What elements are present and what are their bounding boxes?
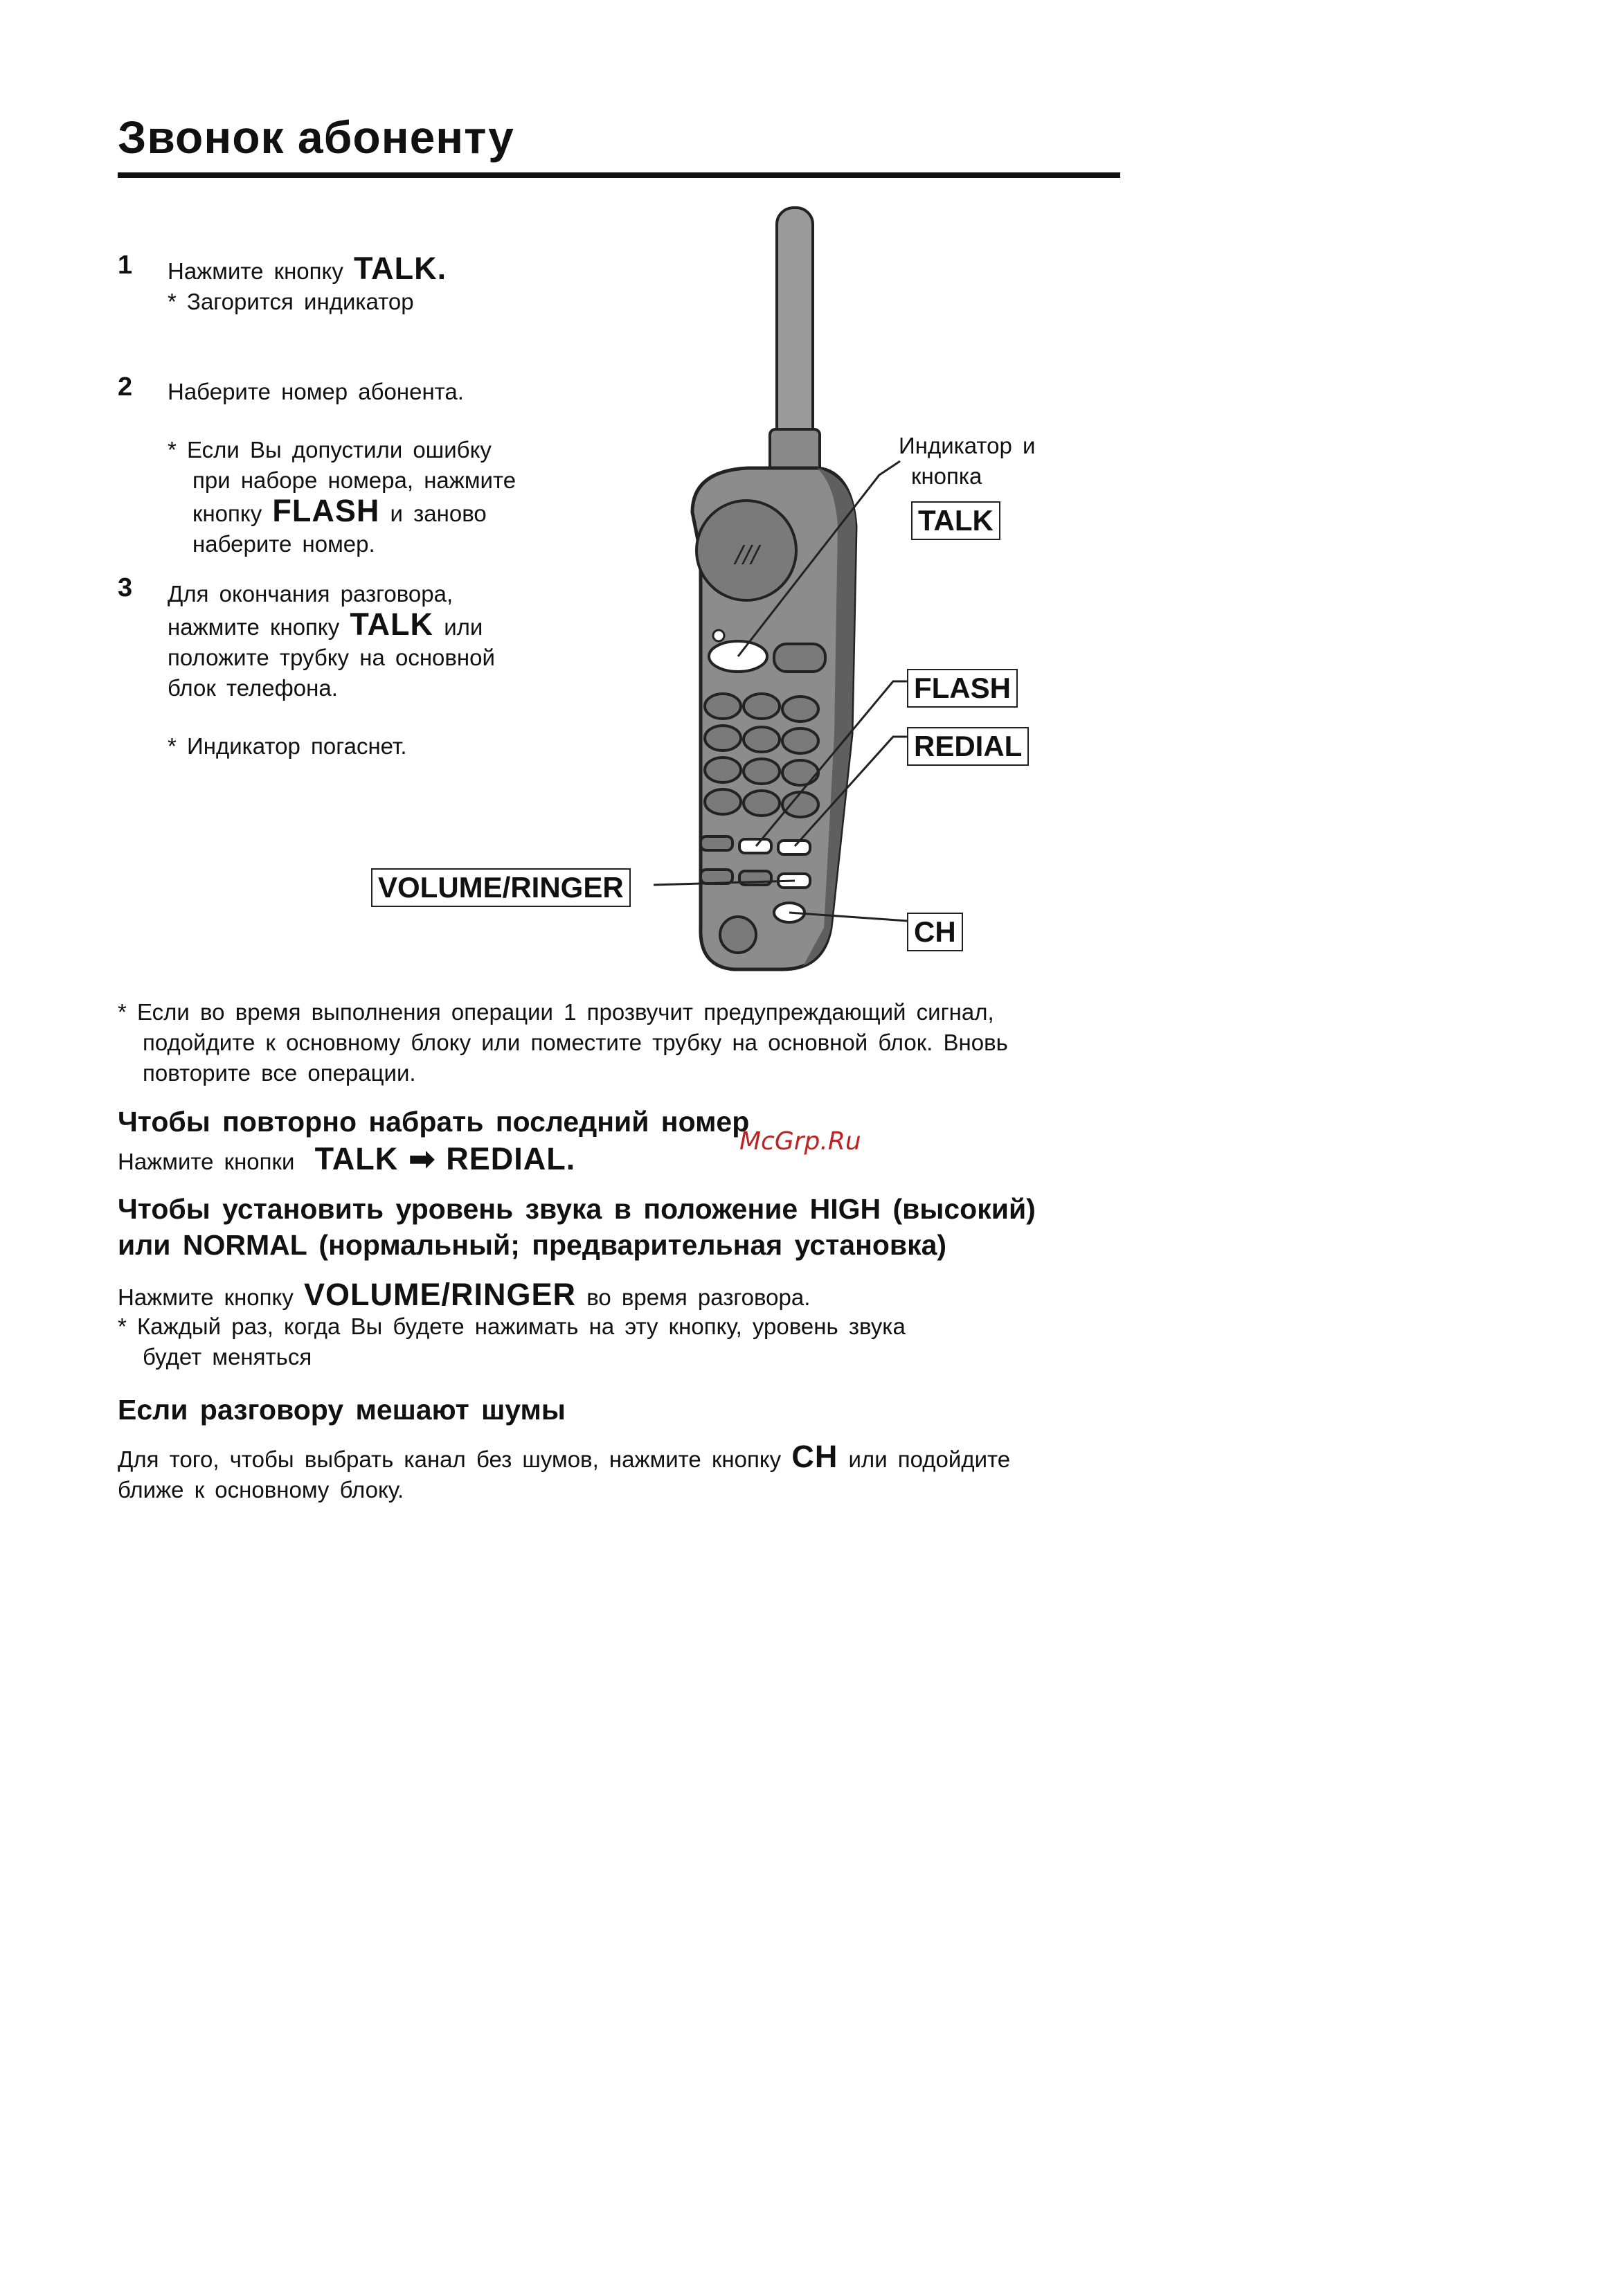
- redial-redial-key: REDIAL.: [446, 1141, 576, 1176]
- noise-text: Для того, чтобы выбрать канал без шумов, нажмите кнопку: [118, 1446, 782, 1472]
- step-3-text-2: или: [444, 614, 483, 640]
- redial-label: REDIAL: [907, 727, 1029, 766]
- step-3-line-1: Для окончания разговора,: [168, 581, 453, 607]
- volume-ringer-key: VOLUME/RINGER: [304, 1277, 577, 1312]
- volume-note-line-1: * Каждый раз, когда Вы будете нажимать на эту кнопку, уровень звука: [118, 1313, 906, 1339]
- noise-instruction: [118, 1439, 1011, 1475]
- earpiece-grille-icon: ///: [735, 541, 759, 568]
- step-1-key: TALK.: [354, 251, 447, 286]
- indicator-label-line-1: Индикатор и: [899, 433, 1036, 458]
- step-3-line-4: блок телефона.: [168, 675, 338, 701]
- watermark: McGrp.Ru: [739, 1127, 861, 1156]
- step-3-note: * Индикатор погаснет.: [168, 733, 407, 759]
- noise-heading: Если разговору мешают шумы: [118, 1394, 566, 1426]
- redial-instruction: [118, 1141, 576, 1177]
- volume-text: Нажмите кнопку: [118, 1284, 294, 1310]
- indicator-light: [713, 630, 724, 641]
- noise-text-2: или подойдите: [848, 1446, 1011, 1472]
- talk-label: TALK: [911, 501, 1000, 540]
- flash-label: FLASH: [907, 669, 1018, 708]
- volume-heading-line-1: Чтобы установить уровень звука в положение HIGH (высокий): [118, 1193, 1036, 1225]
- step-2-flash-key: FLASH: [272, 493, 380, 528]
- redial-talk-key: TALK: [314, 1141, 399, 1176]
- step-2-number: 2: [118, 373, 133, 402]
- warning-line-2: подойдите к основному блоку или поместите трубку на основной блок. Вновь: [143, 1030, 1008, 1055]
- noise-line-2: ближе к основному блоку.: [118, 1477, 404, 1503]
- step-2-note-text-2: и заново: [390, 501, 487, 526]
- step-1-note: * Загорится индикатор: [168, 289, 414, 314]
- indicator-label-line-2: кнопка: [911, 463, 982, 489]
- warning-line-1: * Если во время выполнения операции 1 прозвучит предупреждающий сигнал,: [118, 999, 994, 1025]
- step-2-note-line-4: наберите номер.: [192, 531, 375, 557]
- noise-ch-key: CH: [791, 1439, 838, 1474]
- page-title: Звонок абоненту: [118, 111, 514, 163]
- step-2-text: Наберите номер абонента.: [168, 379, 464, 404]
- volume-ringer-label: VOLUME/RINGER: [371, 868, 631, 907]
- redial-text: Нажмите кнопки: [118, 1149, 295, 1174]
- step-2-note-text: кнопку: [192, 501, 262, 526]
- step-2-note-line-2: при наборе номера, нажмите: [192, 467, 516, 493]
- arrow-right-icon: ➡: [408, 1141, 436, 1176]
- volume-note-line-2: будет меняться: [143, 1344, 312, 1370]
- ch-label: CH: [907, 913, 963, 951]
- volume-instruction: [118, 1277, 811, 1313]
- step-3-talk-key: TALK: [350, 607, 434, 642]
- volume-text-2: во время разговора.: [586, 1284, 811, 1310]
- handset-off-button: [774, 644, 825, 672]
- step-3-text: нажмите кнопку: [168, 614, 340, 640]
- microphone: [720, 917, 756, 953]
- redial-heading: Чтобы повторно набрать последний номер: [118, 1106, 750, 1138]
- warning-line-3: повторите все операции.: [143, 1060, 416, 1086]
- step-3-number: 3: [118, 573, 133, 602]
- step-1-instruction: Нажмите кнопку: [168, 258, 343, 284]
- volume-heading-line-2: или NORMAL (нормальный; предварительная установка): [118, 1229, 947, 1261]
- step-1-number: 1: [118, 251, 133, 280]
- step-3-line-3: положите трубку на основной: [168, 645, 495, 670]
- step-2-note-line-1: * Если Вы допустили ошибку: [168, 437, 492, 463]
